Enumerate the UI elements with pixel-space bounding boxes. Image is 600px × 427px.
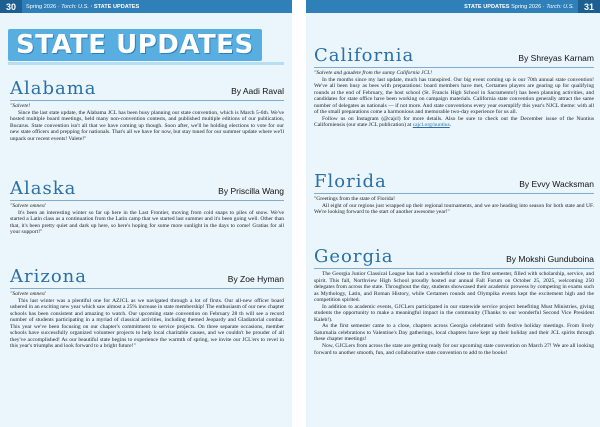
article-florida — [314, 172, 594, 216]
paragraph: The Georgia Junior Classical League has had a wonderful close to the first semester, filled with scholarship, service, and spirit. This fall, Northview High School proudly hosted our annual Fall Forum on October 25, 2025, welcoming 250 delegates from across the state. Throughout the day, students showcased their academic prowess by competing in exams such as Mythology, Latin, and Roman History, while Certamen rounds and Olympika events kept the excitement high and the competition spirited. — [314, 271, 594, 304]
article-body — [314, 70, 594, 129]
section-label: · STATE UPDATES — [88, 3, 140, 10]
heading-rule — [314, 268, 594, 269]
greeting: "Salvete! — [10, 103, 31, 109]
header-bar-right — [306, 0, 600, 13]
publication-name: Torch: U.S. — [546, 3, 574, 10]
author-byline: By Aadi Raval — [231, 86, 284, 96]
paragraph-text: Follow us on Instagram (@cajcl) for more details. Also be sure to check out the December issue of the Nuntius Californiensis (our state JCL publication) at — [314, 115, 594, 129]
paragraph-end: . — [449, 122, 452, 129]
paragraph: In the months since my last update, much has transpired. Our big event coming up is our 70th annual state convention! We've all been busy as bees with preparations: board members have met, Certamen players are gearing up for qualifying rounds at the end of February, the host school (St. Francis High School in Sacramento!) has been planning activities, and candidates for state office have been working on campaign materials. California state convention generally attract the same number of delegates as nationals — if not more. And state conventions every year exemplify this year's NJCL theme: with all of the small preparations come a harmonious and memorable two-day experience for us all. — [314, 76, 594, 116]
state-heading: Alabama — [10, 78, 97, 99]
author-byline: By Priscilla Wang — [218, 186, 284, 196]
page-title: STATE UPDATES — [8, 29, 262, 61]
greeting: "Salvete omnes! — [10, 291, 46, 297]
heading-rule — [10, 288, 284, 289]
article-body — [314, 271, 594, 356]
article-alaska — [10, 179, 284, 236]
author-byline: By Mokshi Gunduboina — [506, 254, 594, 264]
right-page — [306, 13, 600, 427]
greeting: "Salvete omnes! — [10, 203, 46, 209]
author-byline: By Evvy Wacksman — [519, 179, 594, 189]
paragraph — [314, 116, 594, 129]
heading-rule — [10, 100, 284, 101]
author-byline: By Shreyas Karnam — [518, 53, 594, 63]
paragraph: Since the last state update, the Alabama JCL has been busy planning our state convention, which is March 5-6th. We've hosted multiple board meetings, held many non-convention contests, and published multiple editions of our publication, Bucarus. State convention isn't all that we have coming up though. Soon after, we'll be holding elections to vote for our new state officers and prepping for nationals. That's all we have for now, but stay tuned for our summer update where we'll unpack our recent events! Valete!" — [10, 109, 284, 142]
header-meta-left — [22, 4, 143, 10]
state-heading: California — [314, 45, 415, 66]
paragraph: All eight of our regions just wrapped up their regional tournaments, and we are heading into season for both state and UF. We're looking forward to the start of another awesome year!" — [314, 202, 594, 216]
greeting: "Greetings from the state of Florida! — [314, 196, 395, 202]
section-label: STATE UPDATES — [464, 3, 510, 10]
article-arizona — [10, 267, 284, 350]
greeting: "Salvete and gaudete from the sunny California JCL! — [314, 70, 433, 76]
paragraph: Now, GJCLers from across the state are getting ready for our upcoming state convention on March 27! We are all looking forward to another smooth, fun, and collaborative state convention to add to the books! — [314, 343, 594, 356]
article-body — [10, 291, 284, 350]
paragraph: It's been an interesting winter so far up here in the Last Frontier, moving from cold snaps to piles of snow. We've started a Latin class as a continuation from the Latin camp that we started last summer and it's been going well. Other than that, it's been pretty quiet and dark up here, so here's hoping for some more sunlight in the days to come! Gratias for all your support!" — [10, 209, 284, 236]
page-number-right: 31 — [578, 0, 600, 13]
issue-label: Spring 2026 · — [26, 3, 62, 10]
heading-rule — [314, 67, 594, 68]
state-heading: Alaska — [10, 178, 77, 199]
heading-rule — [10, 200, 284, 201]
header-meta-right — [460, 4, 578, 10]
paragraph: As the first semester came to a close, chapters across Georgia celebrated with festive holiday meetings. From lively Saturnalia celebrations to Valentine's Day gatherings, local chapters have kept up their holiday and their JCL spirits through these chapter meetings! — [314, 323, 594, 343]
nuntius-link[interactable]: cajcl.org/nuntius — [412, 122, 450, 129]
paragraph: In addition to academic events, GJCLers participated in our statewide service project benefiting Must Ministries, giving students the opportunity to make a meaningful impact in the community (Thanks to our wonderful Second Vice President Kaleb!). — [314, 303, 594, 323]
page-spine — [292, 0, 306, 427]
author-byline: By Zoe Hyman — [227, 274, 284, 284]
paragraph: This last winter was a plentiful one for AZJCL as we navigated through a lot of firsts. Our all-new officer board ushered in an exciting new year which saw almost a 25% increase in state membership! The enthusiasm of our new chapter schools has been consistent and amazing to watch. Our upcoming state convention on February 28 th will see a record number of students participating in a myriad of classical activities, including themed Jeopardy and Gladiatorial combat. This year we've been focusing on our chapter's commitment to service projects. On three separate occasions, member schools have successfully organized volunteer projects to help local charitable causes, and we couldn't be prouder of all they've accomplished! As our beautiful state begins to experience the warmth of spring, we invite our JCL'ers to revel in this year's triumphs and look forward to a bright future!" — [10, 297, 284, 350]
issue-label: Spring 2026 · — [509, 3, 547, 10]
article-body — [10, 103, 284, 142]
left-page — [0, 13, 292, 427]
publication-name: Torch: U.S. — [61, 3, 89, 10]
article-body — [10, 203, 284, 236]
state-heading: Florida — [314, 171, 387, 192]
article-body — [314, 196, 594, 216]
state-heading: Georgia — [314, 246, 394, 267]
title-underline — [8, 62, 284, 65]
article-alabama — [10, 79, 284, 142]
state-heading: Arizona — [10, 266, 88, 287]
page-number-left: 30 — [0, 0, 22, 13]
article-georgia — [314, 247, 594, 356]
article-california — [314, 46, 594, 129]
header-bar-left — [0, 0, 292, 13]
heading-rule — [314, 193, 594, 194]
